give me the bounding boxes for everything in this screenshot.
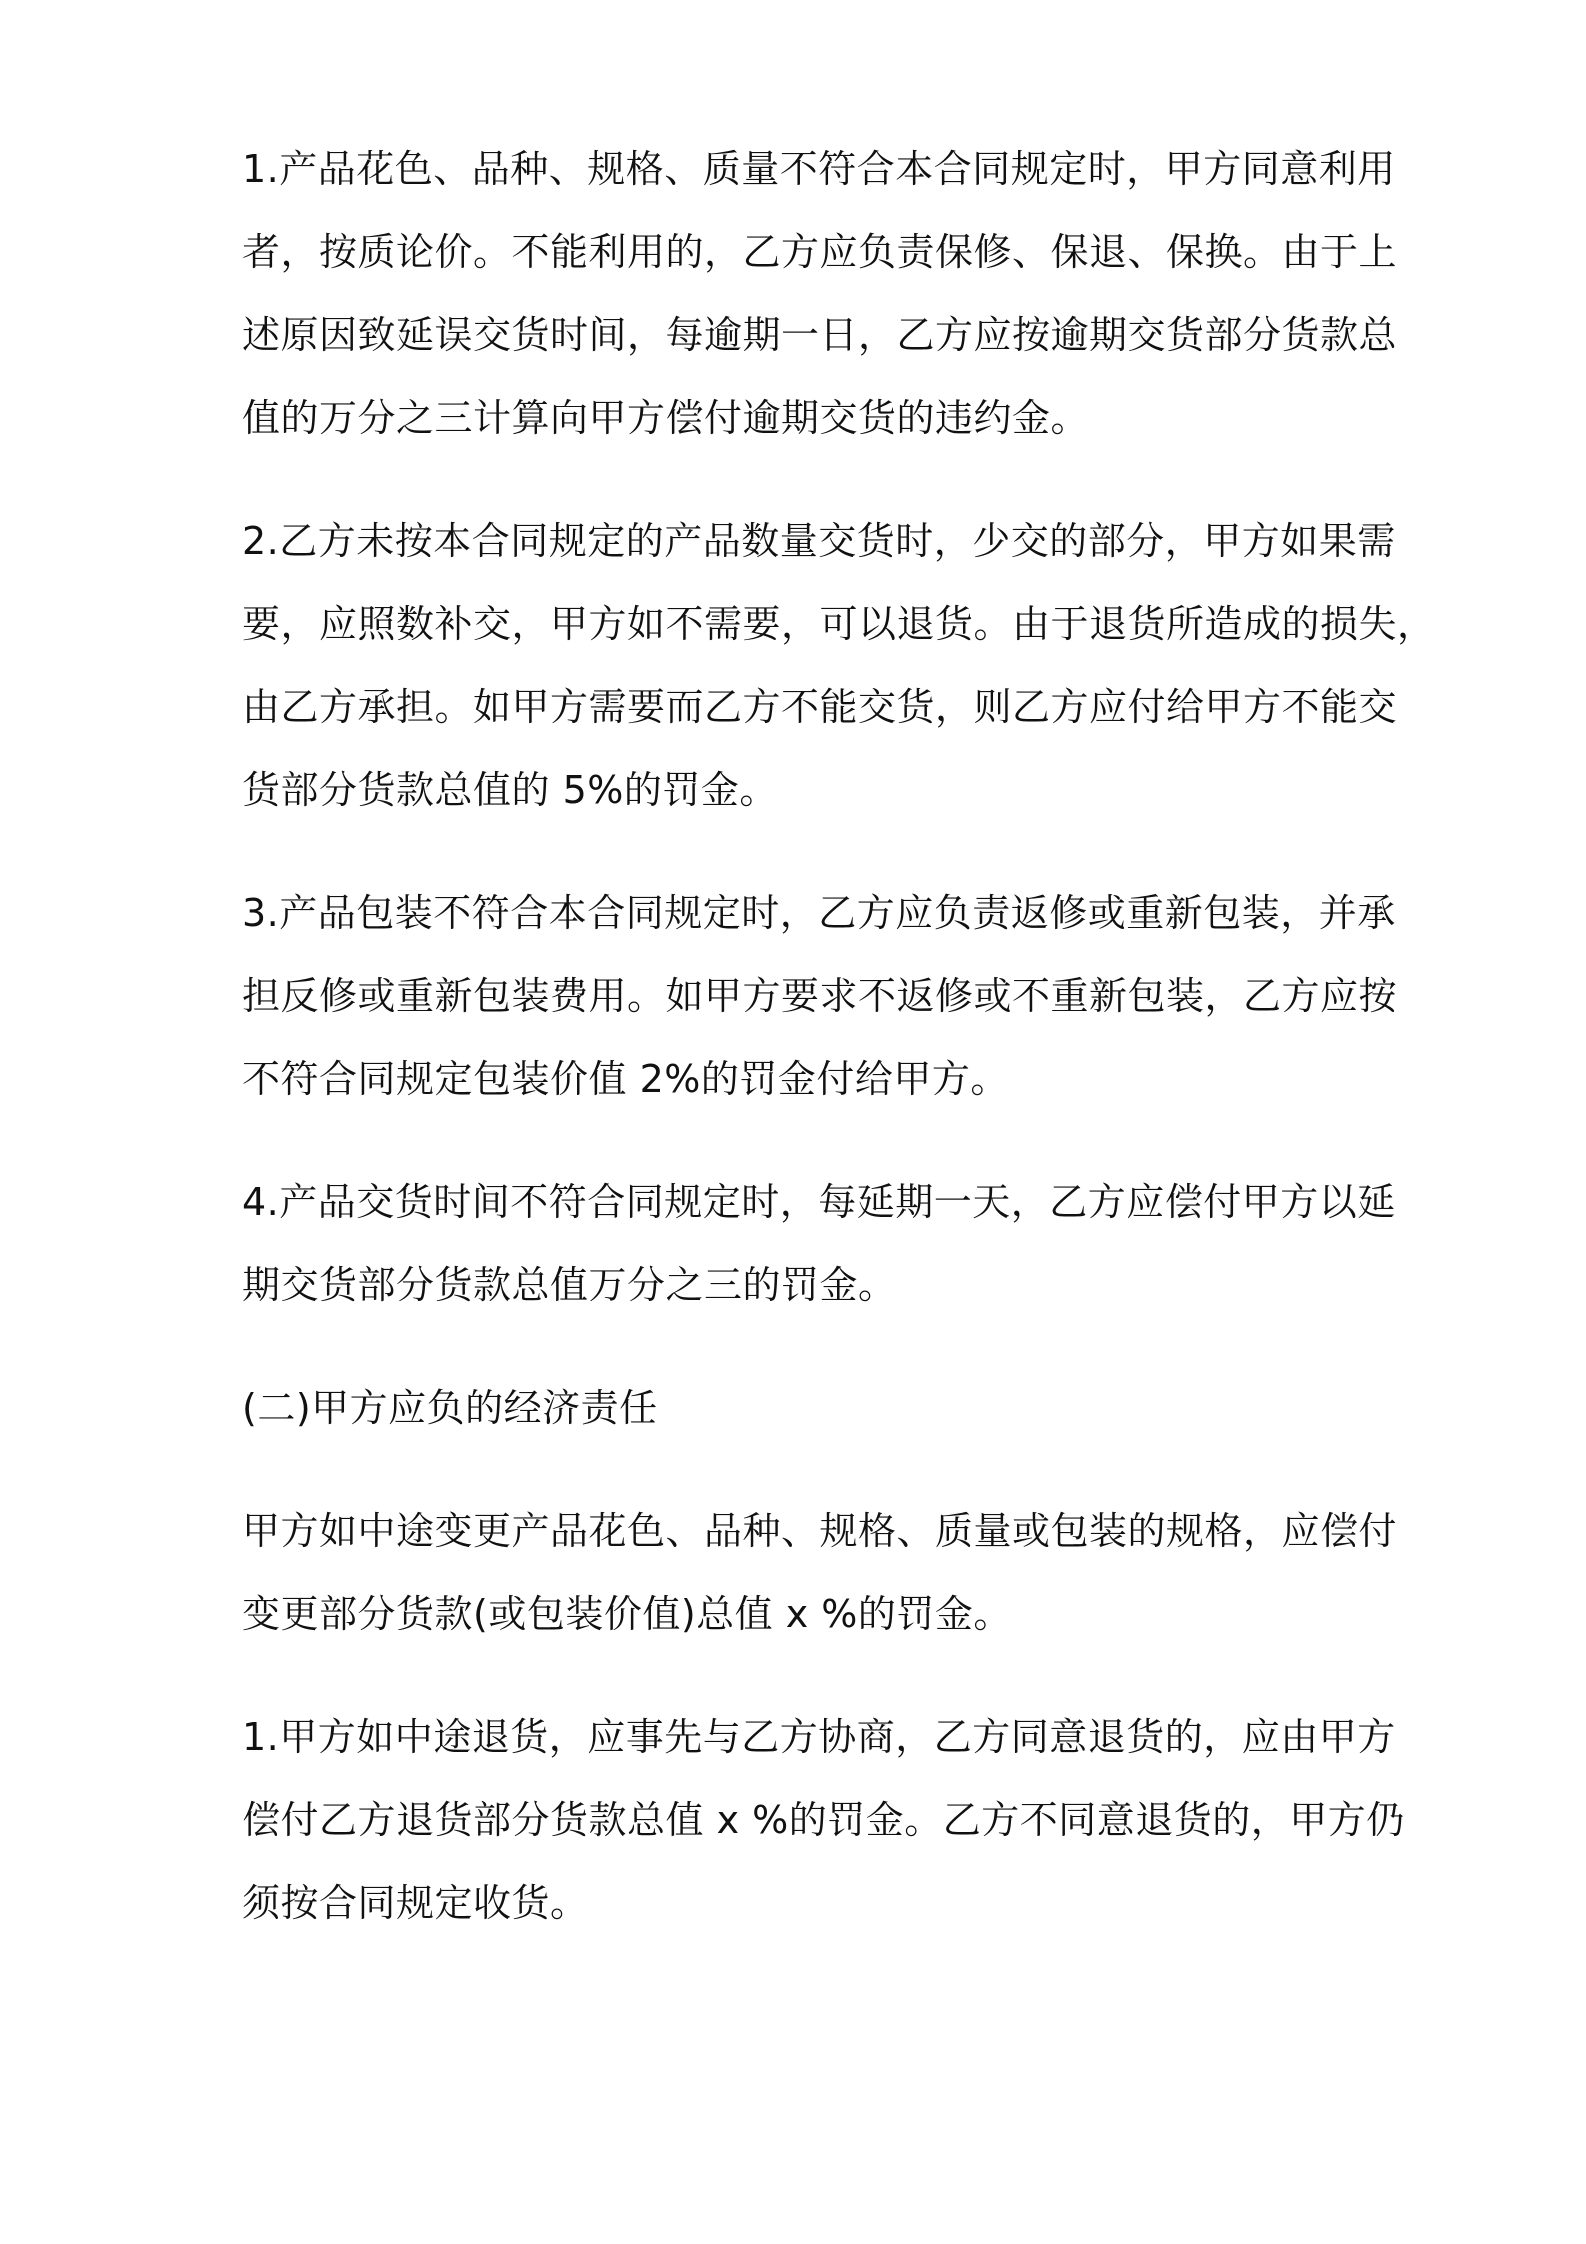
paragraph-party-a-return [242, 1696, 1405, 1945]
text-line: 述原因致延误交货时间，每逾期一日，乙方应按逾期交货部分货款总 [242, 313, 1398, 357]
text-line: 由乙方承担。如甲方需要而乙方不能交货，则乙方应付给甲方不能交 [242, 685, 1398, 729]
text-line: 2.乙方未按本合同规定的产品数量交货时，少交的部分，甲方如果需 [242, 519, 1396, 563]
paragraph-clause-2 [242, 500, 1436, 832]
text-line: 1.产品花色、品种、规格、质量不符合本合同规定时，甲方同意利用 [242, 147, 1396, 191]
text-line: 要，应照数补交，甲方如不需要，可以退货。由于退货所造成的损失， [242, 602, 1436, 646]
paragraph-clause-4 [242, 1161, 1396, 1327]
text-line: 担反修或重新包装费用。如甲方要求不返修或不重新包装，乙方应按 [242, 974, 1398, 1018]
paragraph-clause-1 [242, 128, 1398, 460]
text-line: 3.产品包装不符合本合同规定时，乙方应负责返修或重新包装，并承 [242, 891, 1396, 935]
text-line: 须按合同规定收货。 [242, 1881, 589, 1925]
text-line: 不符合同规定包装价值 2%的罚金付给甲方。 [242, 1057, 1009, 1101]
text-line: 期交货部分货款总值万分之三的罚金。 [242, 1263, 897, 1307]
document-body [242, 128, 1436, 1985]
paragraph-party-a-change [242, 1490, 1398, 1656]
text-line: 货部分货款总值的 5%的罚金。 [242, 768, 778, 812]
text-line: 甲方如中途变更产品花色、品种、规格、质量或包装的规格，应偿付 [242, 1509, 1398, 1553]
paragraph-clause-3 [242, 872, 1398, 1121]
text-line: (二)甲方应负的经济责任 [242, 1386, 658, 1430]
text-line: 1.甲方如中途退货，应事先与乙方协商，乙方同意退货的，应由甲方 [242, 1715, 1396, 1759]
text-line: 4.产品交货时间不符合同规定时，每延期一天，乙方应偿付甲方以延 [242, 1180, 1396, 1224]
text-line: 者，按质论价。不能利用的，乙方应负责保修、保退、保换。由于上 [242, 230, 1398, 274]
section-heading [242, 1367, 1362, 1450]
text-line: 值的万分之三计算向甲方偿付逾期交货的违约金。 [242, 396, 1090, 440]
text-line: 偿付乙方退货部分货款总值 x %的罚金。乙方不同意退货的，甲方仍 [242, 1798, 1405, 1842]
text-line: 变更部分货款(或包装价值)总值 x %的罚金。 [242, 1592, 1012, 1636]
